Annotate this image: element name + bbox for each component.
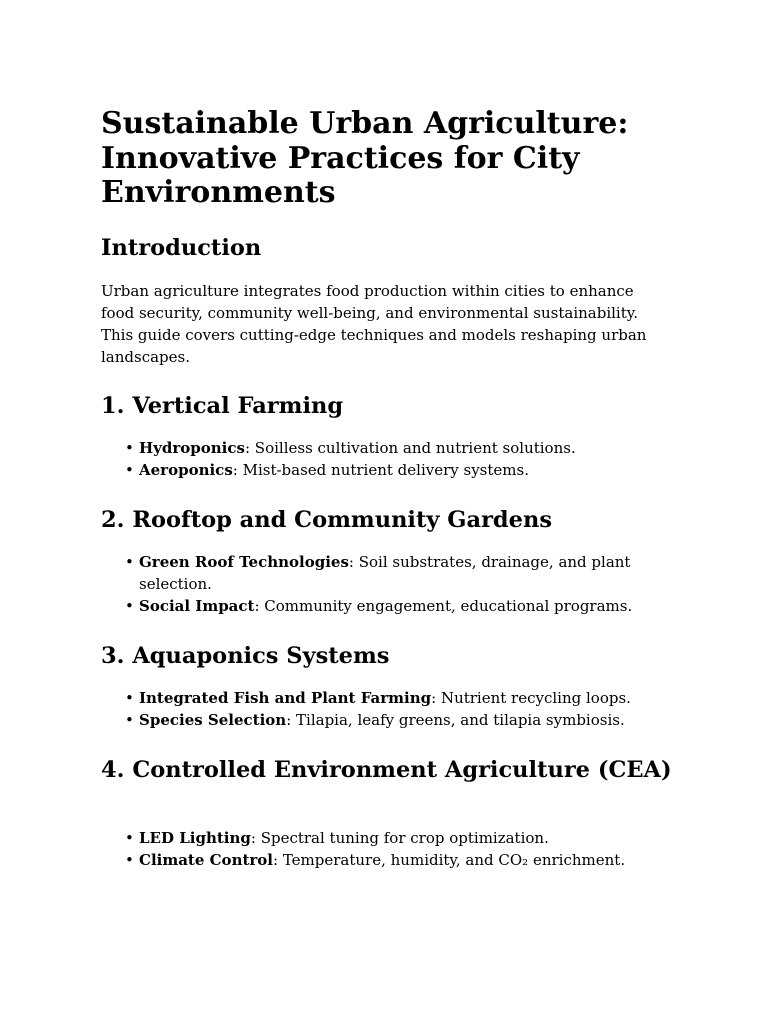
social-impact-term: Social Impact [139,597,255,615]
aeroponics-description: : Mist-based nutrient delivery systems. [232,461,529,479]
species-selection-term: Species Selection [139,711,287,729]
cea-list [125,827,665,871]
vertical-farming-heading: 1. Vertical Farming [101,393,344,419]
list-item-aeroponics [125,459,665,481]
led-lighting-description: : Spectral tuning for crop optimization. [250,829,549,847]
list-item-integrated-farming [125,687,665,709]
integrated-farming-description: : Nutrient recycling loops. [431,689,631,707]
list-item-climate-control [125,849,665,871]
introduction-paragraph: Urban agriculture integrates food production within cities to enhance food security, community well-being, and environmental sustainability. This guide covers cutting-edge techniques and models reshaping urban landscapes. [101,282,647,366]
rooftop-gardens-list [125,551,665,617]
aeroponics-term: Aeroponics [139,461,233,479]
led-lighting-term: LED Lighting [139,829,251,847]
document-title: Sustainable Urban Agriculture: Innovative Practices for City Environments [101,106,629,210]
integrated-farming-term: Integrated Fish and Plant Farming [139,689,432,707]
climate-control-description: : Temperature, humidity, and CO₂ enrichment. [273,851,626,869]
species-selection-description: : Tilapia, leafy greens, and tilapia symbiosis. [286,711,625,729]
list-item-led-lighting [125,827,665,849]
vertical-farming-list [125,437,665,481]
hydroponics-description: : Soilless cultivation and nutrient solutions. [244,439,576,457]
list-item-green-roof [125,551,665,595]
green-roof-term: Green Roof Technologies [139,553,349,571]
cea-heading: 4. Controlled Environment Agriculture (CEA) [101,757,672,783]
list-item-social-impact [125,595,665,617]
rooftop-gardens-heading: 2. Rooftop and Community Gardens [101,507,552,533]
climate-control-term: Climate Control [139,851,274,869]
green-roof-description: : Soil substrates, drainage, and plant selection. [139,553,631,593]
social-impact-description: : Community engagement, educational programs. [254,597,633,615]
introduction-heading: Introduction [101,235,262,261]
aquaponics-heading: 3. Aquaponics Systems [101,643,390,669]
list-item-species-selection [125,709,665,731]
aquaponics-list [125,687,665,731]
hydroponics-term: Hydroponics [139,439,245,457]
list-item-hydroponics [125,437,665,459]
